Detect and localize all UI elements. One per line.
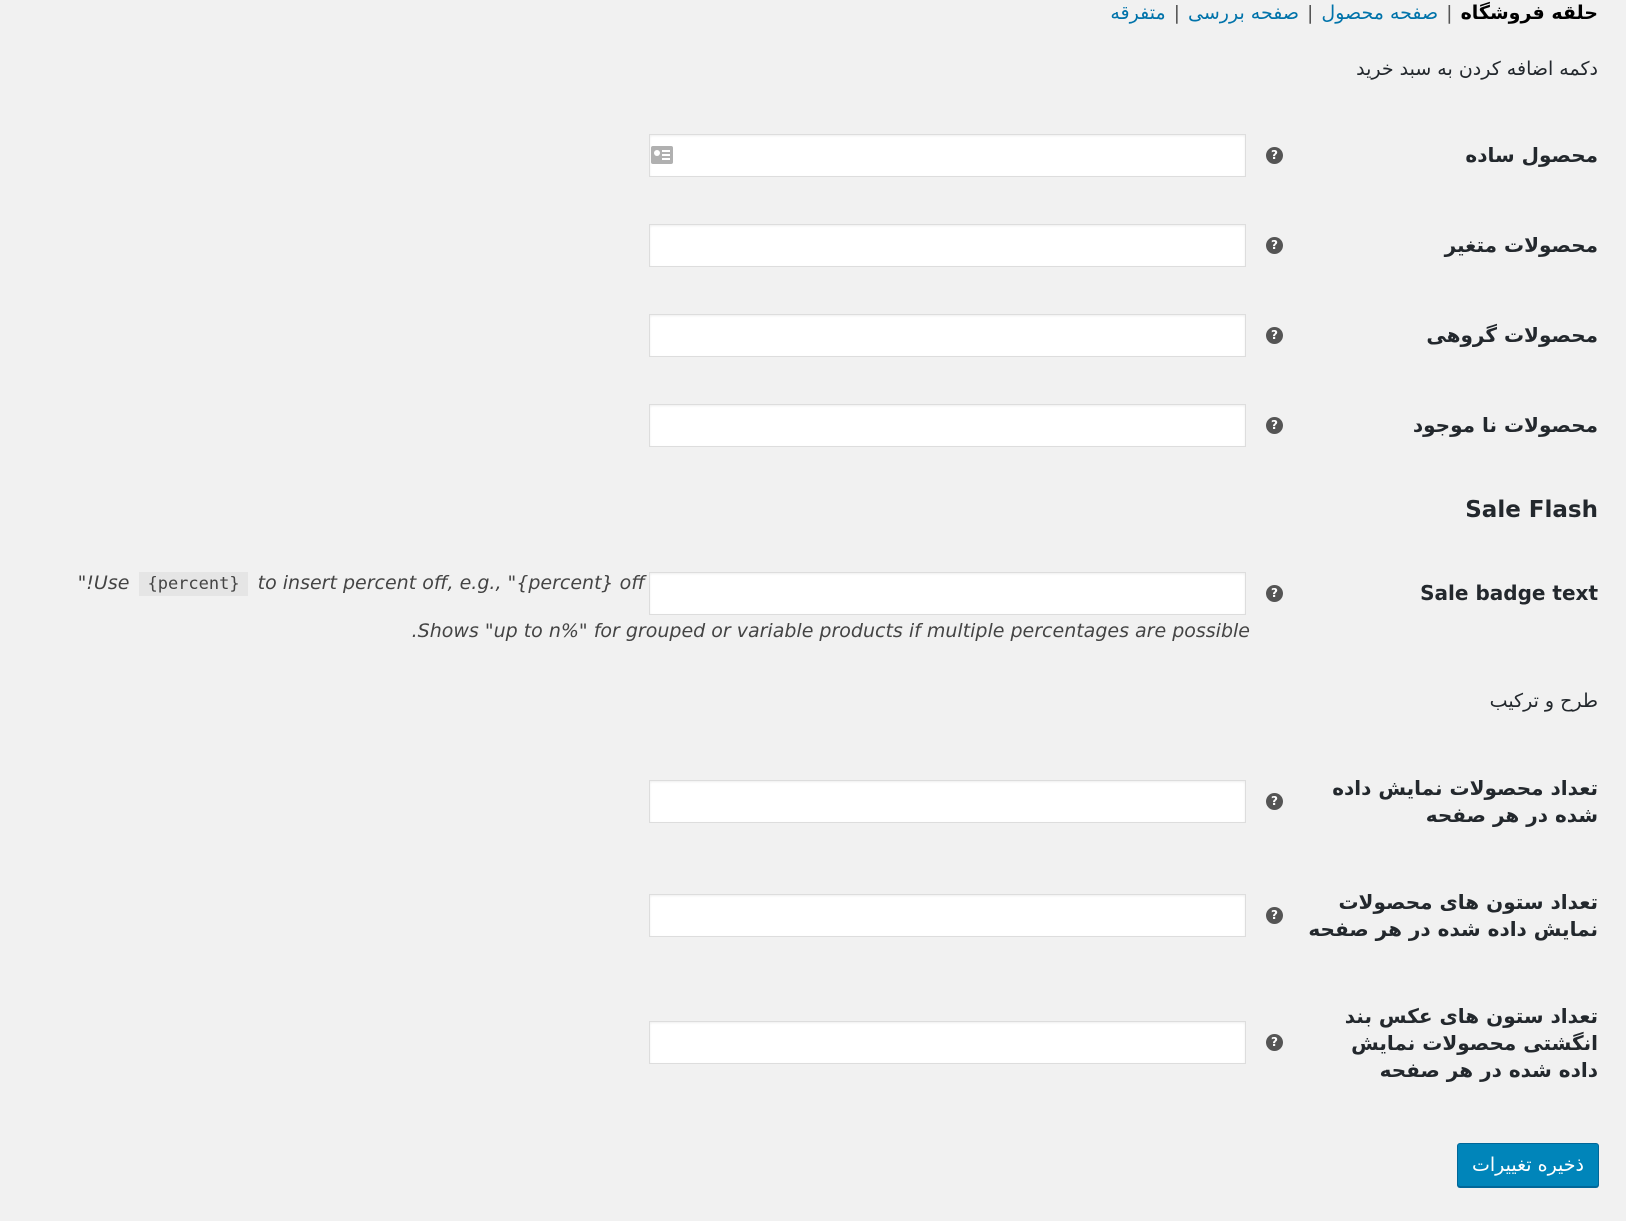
desc-prefix: "!Use [77, 572, 130, 594]
label-simple-product: محصول ساده [1465, 143, 1598, 167]
out-of-stock-input[interactable] [649, 404, 1246, 447]
thumbnail-columns-input[interactable] [649, 1021, 1246, 1064]
question-circle-icon[interactable]: ? [1266, 907, 1283, 924]
percent-placeholder-code: {percent} [139, 572, 247, 596]
grouped-products-input[interactable] [649, 314, 1246, 357]
question-circle-icon[interactable]: ? [1266, 1034, 1283, 1051]
question-circle-icon[interactable]: ? [1266, 417, 1283, 434]
label-sale-badge-text: Sale badge text [1420, 581, 1598, 605]
question-circle-icon[interactable]: ? [1266, 585, 1283, 602]
subnav-separator: | [1446, 2, 1453, 24]
sale-badge-input[interactable] [649, 572, 1246, 615]
section-title-layout: طرح و ترکیب [1489, 690, 1598, 712]
sale-badge-inline-description [78, 572, 645, 594]
label-thumbnail-columns: تعداد ستون های عکس بند انگشتی محصولات نمایش داده شده در هر صفحه [1344, 1004, 1598, 1082]
sale-badge-description: .Shows "up to n%" for grouped or variable products if multiple percentages are possible [411, 620, 1250, 642]
subnav-link-misc[interactable]: متفرقه [1110, 2, 1166, 24]
question-circle-icon[interactable]: ? [1266, 793, 1283, 810]
subnav-link-checkout-page[interactable]: صفحه بررسی [1188, 2, 1299, 24]
save-changes-button[interactable]: ذخیره تغییرات [1457, 1143, 1599, 1187]
product-columns-input[interactable] [649, 894, 1246, 937]
variable-products-input[interactable] [649, 224, 1246, 267]
label-product-columns: تعداد ستون های محصولات نمایش داده شده در هر صفحه [1308, 890, 1598, 941]
simple-product-input[interactable] [649, 134, 1246, 177]
question-circle-icon[interactable]: ? [1266, 147, 1283, 164]
label-out-of-stock: محصولات نا موجود [1412, 413, 1598, 437]
contact-card-icon[interactable] [651, 146, 673, 164]
subsubsub-nav [1110, 2, 1598, 24]
question-circle-icon[interactable]: ? [1266, 327, 1283, 344]
section-title-add-to-cart: دکمه اضافه کردن به سبد خرید [1356, 58, 1598, 80]
desc-suffix: to insert percent off, e.g., "{percent} off [257, 572, 645, 594]
subnav-separator: | [1173, 2, 1181, 24]
label-variable-products: محصولات متغیر [1444, 233, 1598, 257]
question-circle-icon[interactable]: ? [1266, 237, 1283, 254]
label-products-per-page: تعداد محصولات نمایش داده شده در هر صفحه [1332, 776, 1598, 827]
section-title-sale-flash: Sale Flash [1465, 497, 1598, 523]
subnav-separator: | [1306, 2, 1314, 24]
subnav-current: حلقه فروشگاه [1460, 2, 1598, 24]
products-per-page-input[interactable] [649, 780, 1246, 823]
subnav-link-product-page[interactable]: صفحه محصول [1321, 2, 1439, 24]
label-grouped-products: محصولات گروهی [1426, 323, 1598, 347]
